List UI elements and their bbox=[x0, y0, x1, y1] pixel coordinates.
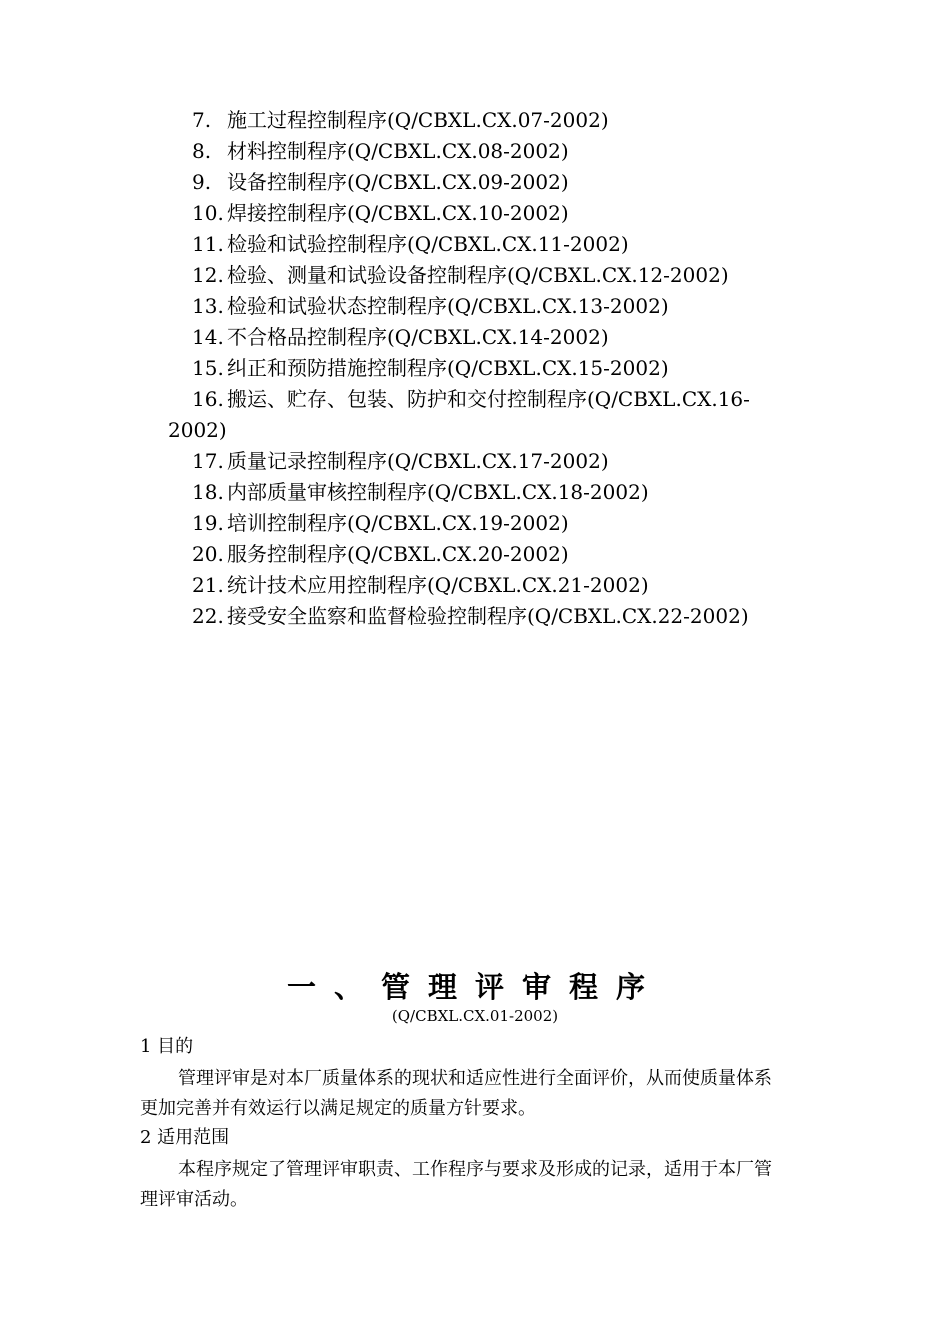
toc-item-number: 14. bbox=[192, 325, 224, 349]
toc-item-text: 质量记录控制程序(Q/CBXL.CX.17-2002) bbox=[227, 449, 609, 473]
toc-item-number: 18. bbox=[192, 480, 224, 504]
paragraph-purpose-line2: 更加完善并有效运行以满足规定的质量方针要求。 bbox=[140, 1098, 536, 1119]
toc-item-text: 检验、测量和试验设备控制程序(Q/CBXL.CX.12-2002) bbox=[227, 263, 729, 287]
toc-item-text: 搬运、贮存、包装、防护和交付控制程序(Q/CBXL.CX.16- bbox=[227, 387, 750, 411]
toc-item bbox=[0, 508, 950, 539]
paragraph-scope-line1: 本程序规定了管理评审职责、工作程序与要求及形成的记录，适用于本厂管 bbox=[178, 1159, 772, 1180]
toc-item-number: 21. bbox=[192, 573, 224, 597]
toc-item-text: 不合格品控制程序(Q/CBXL.CX.14-2002) bbox=[227, 325, 609, 349]
toc-item bbox=[0, 446, 950, 477]
toc-item bbox=[0, 477, 950, 508]
toc-item bbox=[0, 539, 950, 570]
toc-item bbox=[0, 105, 950, 136]
toc-item-text: 材料控制程序(Q/CBXL.CX.08-2002) bbox=[227, 139, 569, 163]
toc-item bbox=[0, 384, 950, 415]
toc-item-text: 检验和试验控制程序(Q/CBXL.CX.11-2002) bbox=[227, 232, 629, 256]
toc-item bbox=[0, 601, 950, 632]
toc-item-text: 统计技术应用控制程序(Q/CBXL.CX.21-2002) bbox=[227, 573, 649, 597]
toc-item-number: 13. bbox=[192, 294, 224, 318]
toc-item bbox=[0, 291, 950, 322]
toc-item-number: 16. bbox=[192, 387, 224, 411]
toc-item bbox=[0, 198, 950, 229]
toc-item bbox=[0, 353, 950, 384]
toc-item bbox=[0, 322, 950, 353]
toc-list bbox=[0, 105, 950, 632]
toc-item bbox=[0, 136, 950, 167]
heading-purpose: 1 目的 bbox=[140, 1036, 194, 1057]
section-title: 一、管理评审程序 bbox=[286, 970, 663, 1004]
toc-item-text: 2002) bbox=[168, 418, 227, 442]
toc-item-text: 培训控制程序(Q/CBXL.CX.19-2002) bbox=[227, 511, 569, 535]
toc-item-text: 检验和试验状态控制程序(Q/CBXL.CX.13-2002) bbox=[227, 294, 669, 318]
toc-item bbox=[0, 229, 950, 260]
toc-item-number: 12. bbox=[192, 263, 224, 287]
toc-item-number: 17. bbox=[192, 449, 224, 473]
toc-item-number: 11. bbox=[192, 232, 224, 256]
toc-item-text: 纠正和预防措施控制程序(Q/CBXL.CX.15-2002) bbox=[227, 356, 669, 380]
toc-item bbox=[0, 570, 950, 601]
section-code: (Q/CBXL.CX.01-2002) bbox=[391, 1007, 559, 1025]
toc-item-number: 9. bbox=[192, 170, 212, 194]
toc-item-text: 施工过程控制程序(Q/CBXL.CX.07-2002) bbox=[227, 108, 609, 132]
paragraph-purpose-line1: 管理评审是对本厂质量体系的现状和适应性进行全面评价，从而使质量体系 bbox=[178, 1068, 772, 1089]
paragraph-scope-line2: 理评审活动。 bbox=[140, 1189, 248, 1210]
toc-item-number: 19. bbox=[192, 511, 224, 535]
toc-item-text: 服务控制程序(Q/CBXL.CX.20-2002) bbox=[227, 542, 569, 566]
toc-item-number: 20. bbox=[192, 542, 224, 566]
toc-item-text: 设备控制程序(Q/CBXL.CX.09-2002) bbox=[227, 170, 569, 194]
toc-item-text: 内部质量审核控制程序(Q/CBXL.CX.18-2002) bbox=[227, 480, 649, 504]
toc-item-number: 22. bbox=[192, 604, 224, 628]
toc-item-number: 15. bbox=[192, 356, 224, 380]
toc-item-number: 7. bbox=[192, 108, 212, 132]
toc-item bbox=[0, 167, 950, 198]
heading-scope: 2 适用范围 bbox=[140, 1127, 230, 1148]
toc-item-number: 8. bbox=[192, 139, 212, 163]
toc-item-text: 接受安全监察和监督检验控制程序(Q/CBXL.CX.22-2002) bbox=[227, 604, 749, 628]
toc-item-continuation bbox=[0, 415, 950, 446]
toc-item-number: 10. bbox=[192, 201, 224, 225]
toc-item bbox=[0, 260, 950, 291]
toc-item-text: 焊接控制程序(Q/CBXL.CX.10-2002) bbox=[227, 201, 569, 225]
